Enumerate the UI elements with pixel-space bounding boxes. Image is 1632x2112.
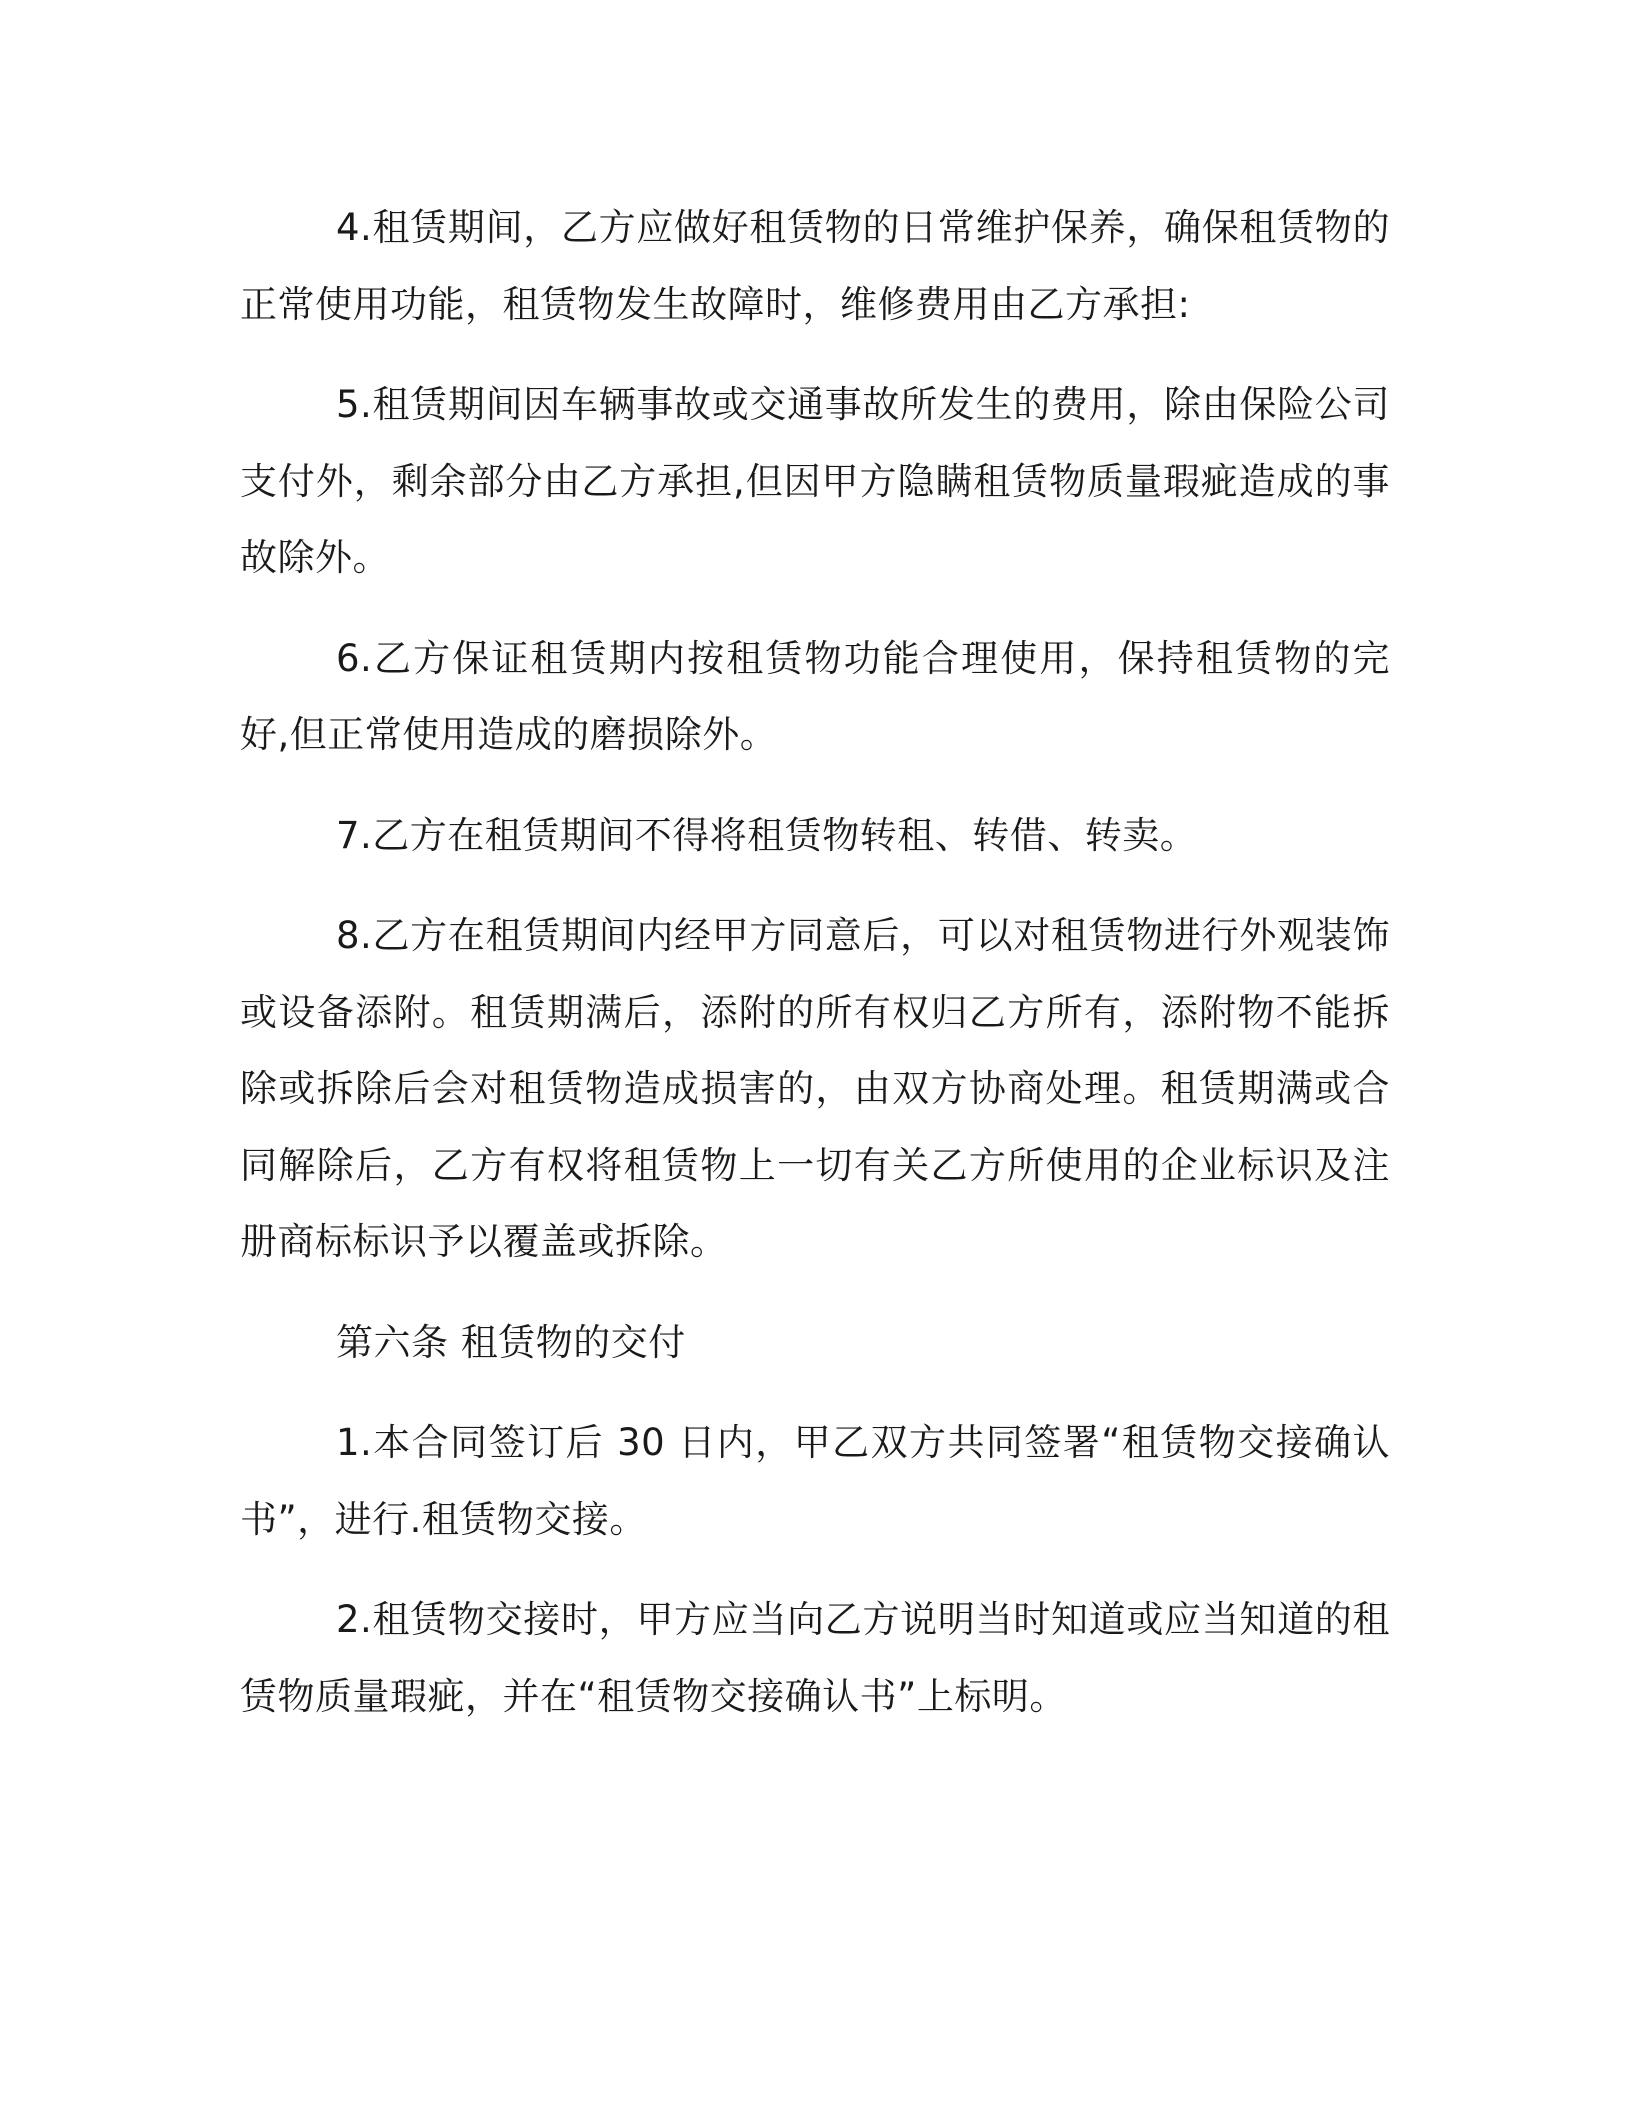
clause-6-paragraph: 6.乙方保证租赁期内按租赁物功能合理使用，保持租赁物的完好,但正常使用造成的磨损除外。: [240, 636, 1390, 756]
clause-8-paragraph: 8.乙方在租赁期间内经甲方同意后，可以对租赁物进行外观装饰或设备添附。租赁期满后，添附的所有权归乙方所有，添附物不能拆除或拆除后会对租赁物造成损害的，由双方协商处理。租赁期满或合同解除后，乙方有权将租赁物上一切有关乙方所使用的企业标识及注册商标标识予以覆盖或拆除。: [240, 914, 1390, 1263]
clause-4-paragraph: 4.租赁期间，乙方应做好租赁物的日常维护保养，确保租赁物的正常使用功能，租赁物发生故障时，维修费用由乙方承担:: [240, 206, 1390, 326]
delivery-clause-2-paragraph: 2.租赁物交接时，甲方应当向乙方说明当时知道或应当知道的租赁物质量瑕疵，并在“租赁物交接确认书”上标明。: [240, 1598, 1390, 1718]
clause-7-paragraph: 7.乙方在租赁期间不得将租赁物转租、转借、转卖。: [336, 813, 1198, 857]
document-body: [240, 190, 1390, 1759]
delivery-clause-1-paragraph: 1.本合同签订后 30 日内，甲乙双方共同签署“租赁物交接确认书”，进行.租赁物交接。: [240, 1421, 1390, 1541]
section-heading: 第六条 租赁物的交付: [336, 1320, 686, 1364]
clause-5-paragraph: 5.租赁期间因车辆事故或交通事故所发生的费用，除由保险公司支付外，剩余部分由乙方承担,但因甲方隐瞒租赁物质量瑕疵造成的事故除外。: [240, 383, 1390, 579]
